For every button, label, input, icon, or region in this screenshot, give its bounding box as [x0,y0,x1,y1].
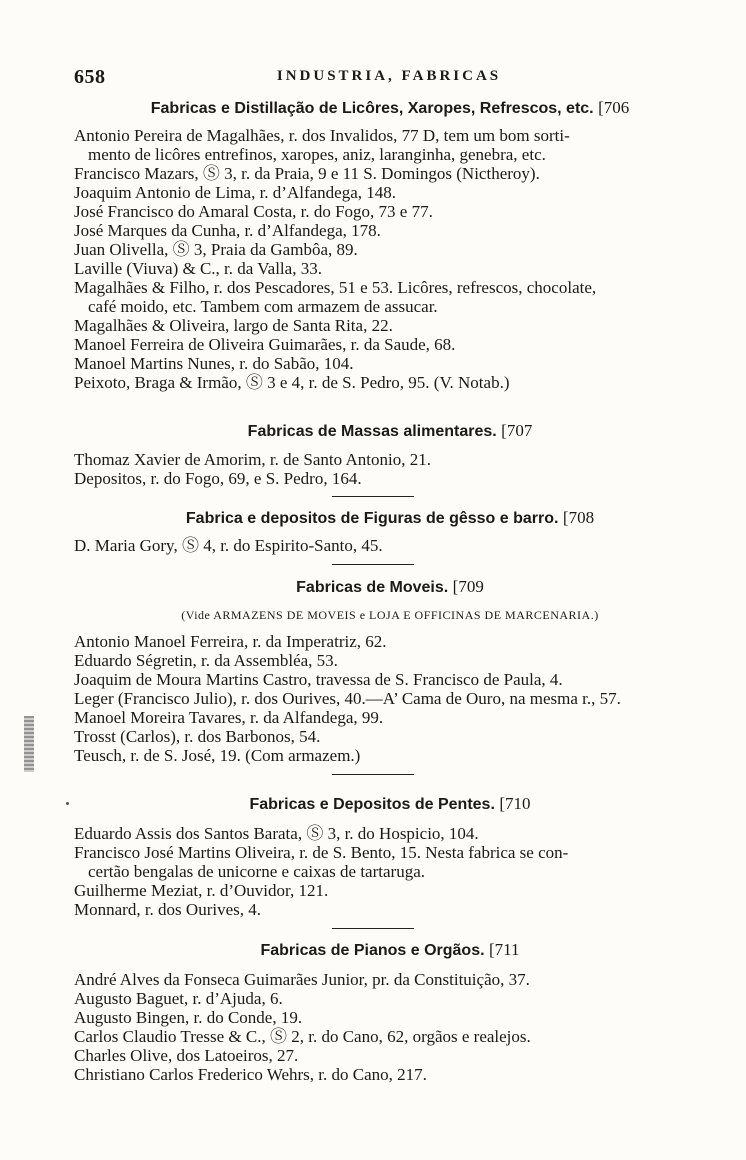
entry-line: Christiano Carlos Frederico Wehrs, r. do Cano, 217. [74,1065,427,1084]
entry-line: café moido, etc. Tambem com armazem de assucar. [88,297,438,316]
section-note: (Vide ARMAZENS DE MOVEIS e LOJA E OFFICINAS DE MARCENARIA.) [181,608,599,622]
section-title: Fabricas de Pianos e Orgãos. [260,942,485,959]
entry-line: mento de licôres entrefinos, xaropes, aniz, laranginha, genebra, etc. [88,145,546,164]
entry-line: Magalhães & Filho, r. dos Pescadores, 51 e 53. Licôres, refrescos, chocolate, [74,278,597,297]
entry-line: Charles Olive, dos Latoeiros, 27. [74,1046,299,1065]
section-heading [74,508,706,528]
page-header [74,66,704,90]
entry-line: Trosst (Carlos), r. dos Barbonos, 54. [74,727,321,746]
entry-line: José Marques da Cunha, r. d’Alfandega, 178. [74,221,381,240]
section-heading [74,98,706,118]
section-number: [711 [489,940,520,959]
page-number: 658 [74,66,106,88]
running-title: INDUSTRIA, FABRICAS [276,68,502,84]
section-number: [707 [501,421,533,440]
section-divider [332,496,414,497]
entry-line: Teusch, r. de S. José, 19. (Com armazem.) [74,746,361,765]
entry-line: Joaquim Antonio de Lima, r. d’Alfandega, 148. [74,183,396,202]
entry-line: Peixoto, Braga & Irmão, Ⓢ 3 e 4, r. de S. Pedro, 95. (V. Notab.) [74,373,510,392]
section-title: Fabricas de Moveis. [296,579,449,596]
section-heading [74,421,706,441]
entry-line: Francisco José Martins Oliveira, r. de S. Bento, 15. Nesta fabrica se con- [74,843,569,862]
entry-line: Antonio Pereira de Magalhães, r. dos Invalidos, 77 D, tem um bom sorti- [74,126,570,145]
entry-line: Eduardo Ségretin, r. da Assembléa, 53. [74,651,338,670]
entry-line: Manoel Moreira Tavares, r. da Alfandega, 99. [74,708,384,727]
section-title: Fabricas e Distillação de Licôres, Xaropes, Refrescos, etc. [150,100,594,117]
entry-line: André Alves da Fonseca Guimarães Junior, pr. da Constituição, 37. [74,970,530,989]
section-title: Fabricas e Depositos de Pentes. [249,796,495,813]
entry-line: D. Maria Gory, Ⓢ 4, r. do Espirito-Santo, 45. [74,536,383,555]
entry-line: Depositos, r. do Fogo, 69, e S. Pedro, 164. [74,469,362,488]
entry-line: Guilherme Meziat, r. d’Ouvidor, 121. [74,881,329,900]
scan-speck [66,802,69,805]
entry-line: Thomaz Xavier de Amorim, r. de Santo Antonio, 21. [74,450,431,469]
section-title: Fabricas de Massas alimentares. [247,423,497,440]
entry-line: Augusto Bingen, r. do Conde, 19. [74,1008,303,1027]
entry-line: Laville (Viuva) & C., r. da Valla, 33. [74,259,322,278]
entry-line: Monnard, r. dos Ourives, 4. [74,900,261,919]
entry-line: Augusto Baguet, r. d’Ajuda, 6. [74,989,283,1008]
section-number: [710 [499,794,531,813]
scan-margin-mark [24,716,34,772]
section-number: [706 [598,98,630,117]
entry-line: Magalhães & Oliveira, largo de Santa Rita, 22. [74,316,393,335]
section-heading [74,794,706,814]
section-heading [74,940,706,960]
section-divider [332,928,414,929]
entry-line: Leger (Francisco Julio), r. dos Ourives, 40.—A’ Cama de Ouro, na mesma r., 57. [74,689,621,708]
section-divider [332,564,414,565]
entry-line: Juan Olivella, Ⓢ 3, Praia da Gambôa, 89. [74,240,358,259]
section-divider [332,774,414,775]
entry-line: Francisco Mazars, Ⓢ 3, r. da Praia, 9 e 11 S. Domingos (Nictheroy). [74,164,540,183]
entry-line: Eduardo Assis dos Santos Barata, Ⓢ 3, r. do Hospicio, 104. [74,824,479,843]
entry-line: certão bengalas de unicorne e caixas de tartaruga. [88,862,425,881]
entry-line: Manoel Ferreira de Oliveira Guimarães, r. da Saude, 68. [74,335,456,354]
entry-line: Joaquim de Moura Martins Castro, travessa de S. Francisco de Paula, 4. [74,670,563,689]
section-number: [708 [562,508,595,527]
entry-line: Carlos Claudio Tresse & C., Ⓢ 2, r. do Cano, 62, orgãos e realejos. [74,1027,531,1046]
entry-line: Antonio Manoel Ferreira, r. da Imperatriz, 62. [74,632,387,651]
section-number: [709 [452,577,484,596]
entry-line: Manoel Martins Nunes, r. do Sabão, 104. [74,354,354,373]
section-title: Fabrica e depositos de Figuras de gêsso e barro. [185,510,559,527]
entry-line: José Francisco do Amaral Costa, r. do Fogo, 73 e 77. [74,202,433,221]
section-heading [74,577,706,597]
